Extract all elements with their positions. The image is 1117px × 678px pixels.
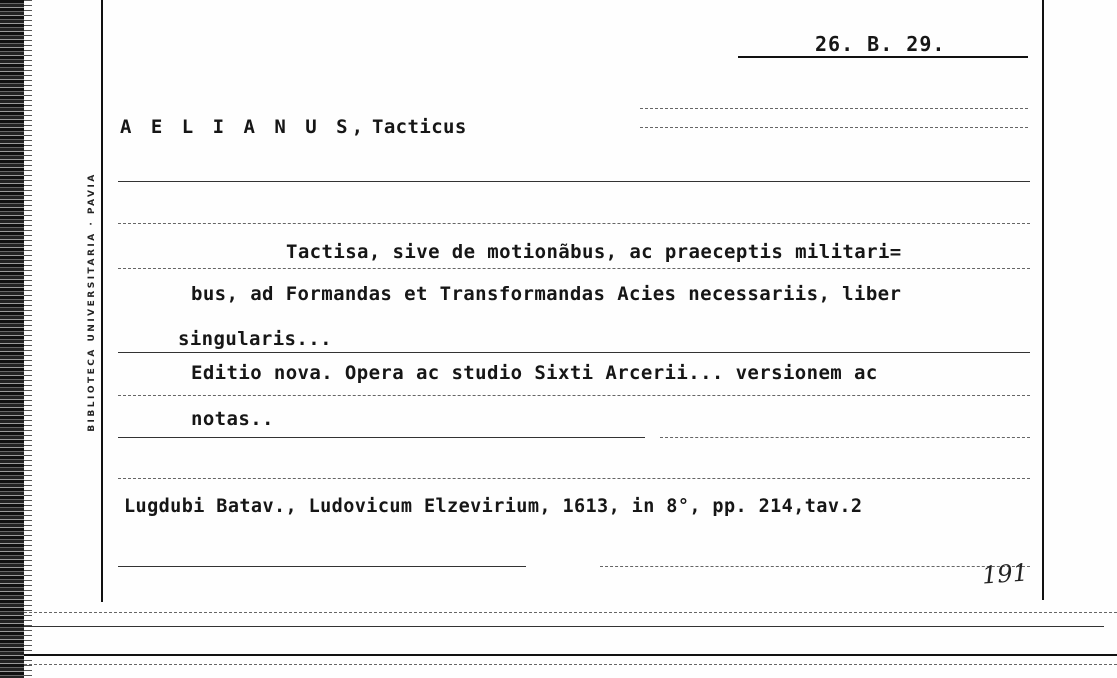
author-heading: A E L I A N U S, [120,116,368,138]
edition-line-1: Editio nova. Opera ac studio Sixti Arcerii... versionem ac [191,362,878,384]
imprint-line: Lugdubi Batav., Ludovicum Elzevirium, 1613, in 8°, pp. 214,tav.2 [124,496,863,517]
ruled-line [118,223,1030,224]
ruled-line [118,478,1030,479]
right-margin-rule [1042,0,1044,600]
handwritten-number: 191 [981,558,1029,590]
library-stamp [82,112,102,492]
ruled-line [118,566,526,567]
title-line-2: bus, ad Formandas et Transformandas Acies necessariis, liber [191,283,902,305]
ruled-line [600,566,1030,567]
ruled-line [640,127,1028,128]
scan-edge-line [24,612,1117,613]
ruled-line [660,437,1030,438]
ruled-line [118,437,645,438]
library-stamp-text: BIBLIOTECA UNIVERSITARIA · PAVIA [87,172,97,432]
scan-edge-line [24,654,1117,656]
scan-edge-line [24,626,1104,627]
card-bottom-edge [24,612,1117,678]
scan-edge-line [24,664,1117,665]
card-binding-edge [0,0,24,678]
ruled-line [640,108,1028,109]
ruled-line [118,268,1030,269]
ruled-line [118,352,1030,353]
title-line-1: Tactisa, sive de motionãbus, ac praeceptis militari= [286,241,902,263]
ruled-line [118,181,1030,182]
author-epithet: Tacticus [372,116,467,138]
shelfmark: 26. B. 29. [815,32,946,56]
title-line-3: singularis... [178,328,332,350]
edition-line-2: notas.. [191,408,274,430]
shelfmark-underline [738,56,1028,58]
ruled-line [118,395,1030,396]
